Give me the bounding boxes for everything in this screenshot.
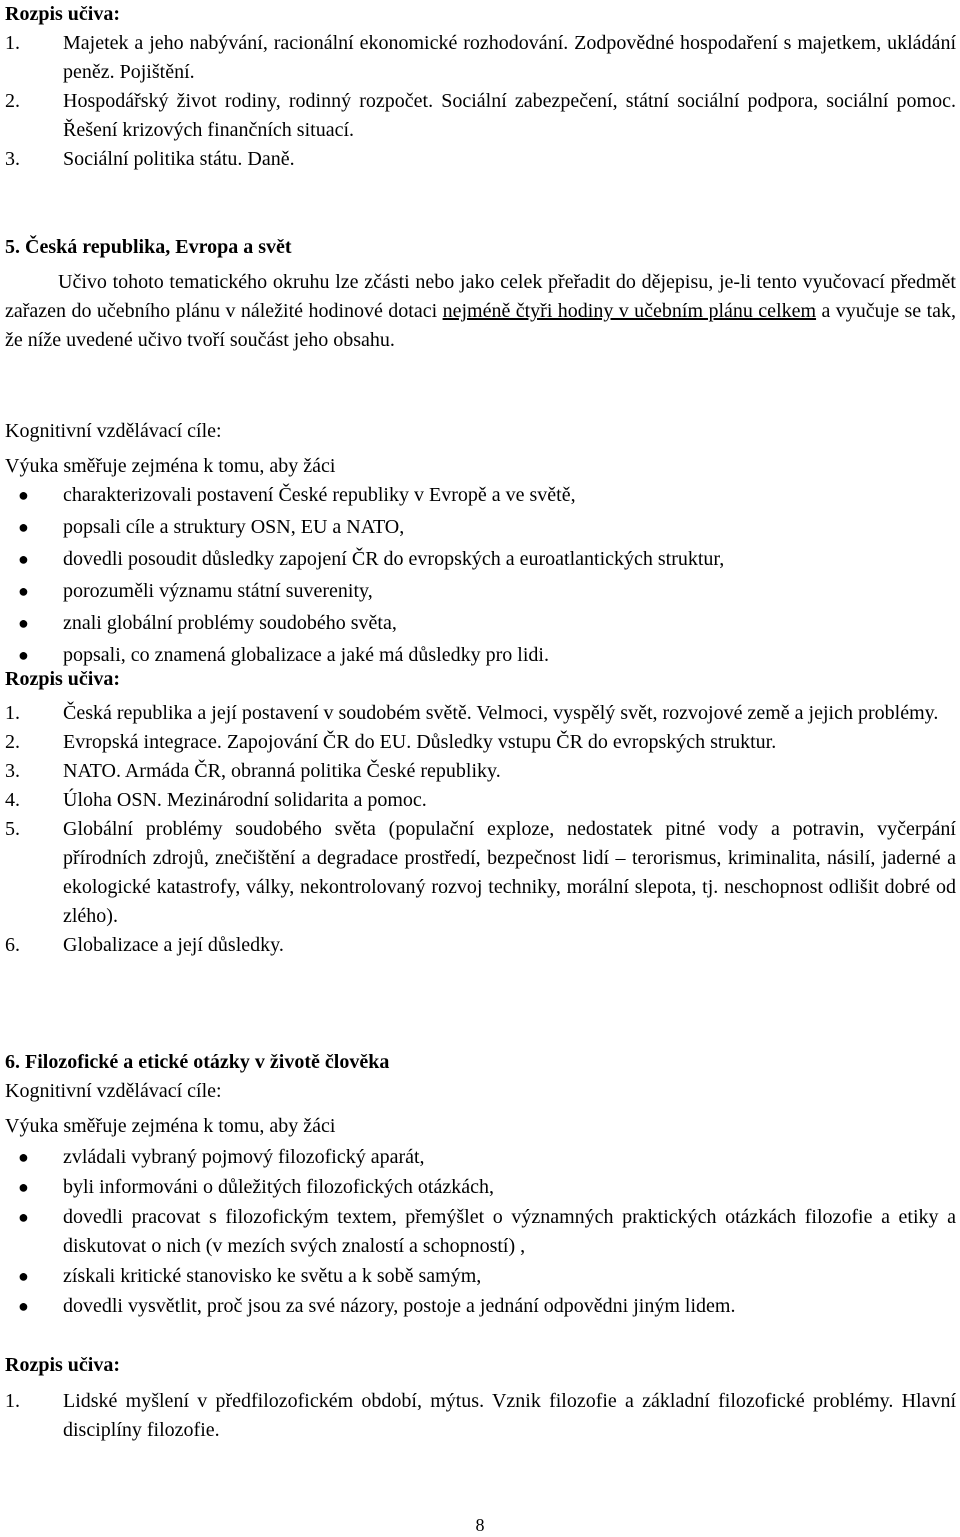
section5-content-list — [5, 699, 956, 960]
list-item — [5, 699, 956, 728]
section5-intro-text-end: a vyučuje se tak, že níže uvedené učivo tvoří součást jeho obsahu. — [5, 300, 956, 351]
bullet-item-text: popsali cíle a struktury OSN, EU a NATO, — [63, 516, 405, 538]
list-item-number: 1. — [5, 32, 20, 54]
list-item-text: Česká republika a její postavení v soudobém světě. Velmoci, vyspělý svět, rozvojové země a jejich problémy. — [63, 702, 939, 724]
list-item — [5, 29, 956, 87]
bullet-item-text: popsali, co znamená globalizace a jaké má důsledky pro lidi. — [63, 644, 549, 666]
list-item — [5, 786, 956, 815]
section6-content-list — [5, 1387, 956, 1445]
list-item-number: 1. — [5, 1390, 20, 1412]
section6-title: 6. Filozofické a etické otázky v životě člověka — [5, 1051, 390, 1073]
section5-goals-list — [5, 481, 956, 673]
section5-intro — [5, 268, 956, 355]
list-item-text: Lidské myšlení v předfilozofickém období, mýtus. Vznik filozofie a základní filozofické problémy. Hlavní disciplíny filozofie. — [63, 1390, 956, 1441]
bullet-icon: ● — [18, 613, 29, 633]
list-item — [5, 931, 956, 960]
bullet-item — [5, 1262, 956, 1291]
list-item-text: Evropská integrace. Zapojování ČR do EU. Důsledky vstupu ČR do evropských struktur. — [63, 731, 777, 753]
list-item-number: 3. — [5, 148, 20, 170]
bullet-item-text: získali kritické stanovisko ke světu a k sobě samým, — [63, 1265, 482, 1287]
bullet-item-text: dovedli posoudit důsledky zapojení ČR do evropských a euroatlantických struktur, — [63, 548, 725, 570]
bullet-item — [5, 1143, 956, 1172]
bullet-icon: ● — [18, 1296, 29, 1316]
list-item-number: 2. — [5, 731, 20, 753]
section-top-list — [5, 29, 956, 174]
list-item-number: 3. — [5, 760, 20, 782]
section5-goals-heading: Kognitivní vzdělávací cíle: — [5, 420, 222, 442]
section5-intro-text: Učivo tohoto tematického okruhu lze zčásti nebo jako celek přeřadit do dějepisu, je-li tento vyučovací předmět zařazen do učebního plánu v náležité hodinové dotaci — [5, 271, 956, 322]
list-item-number: 2. — [5, 90, 20, 112]
section5-title: 5. Česká republika, Evropa a svět — [5, 236, 292, 258]
bullet-icon: ● — [18, 581, 29, 601]
bullet-icon: ● — [18, 1207, 29, 1227]
bullet-item-text: dovedli vysvětlit, proč jsou za své názory, postoje a jednání odpovědni jiným lidem. — [63, 1295, 736, 1317]
section-top-heading: Rozpis učiva: — [5, 3, 120, 25]
bullet-item — [5, 545, 956, 577]
section6-goals-heading: Kognitivní vzdělávací cíle: — [5, 1080, 222, 1102]
page-number: 8 — [475, 1515, 485, 1535]
bullet-item — [5, 609, 956, 641]
section6-content-heading: Rozpis učiva: — [5, 1354, 120, 1376]
list-item-text: Úloha OSN. Mezinárodní solidarita a pomoc. — [63, 789, 427, 811]
list-item-text: Hospodářský život rodiny, rodinný rozpočet. Sociální zabezpečení, státní sociální podpora, sociální pomoc. Řešení krizových finančních situací. — [63, 90, 956, 141]
bullet-icon: ● — [18, 1266, 29, 1286]
bullet-item — [5, 1173, 956, 1202]
list-item — [5, 728, 956, 757]
section6-goals-lead: Výuka směřuje zejména k tomu, aby žáci — [5, 1115, 336, 1137]
section6-goals-list — [5, 1143, 956, 1321]
bullet-icon: ● — [18, 645, 29, 665]
list-item — [5, 757, 956, 786]
bullet-icon: ● — [18, 549, 29, 569]
bullet-item — [5, 513, 956, 545]
list-item-text: NATO. Armáda ČR, obranná politika České republiky. — [63, 760, 501, 782]
bullet-icon: ● — [18, 517, 29, 537]
list-item-text: Sociální politika státu. Daně. — [63, 148, 295, 170]
list-item-number: 5. — [5, 818, 20, 840]
list-item-number: 4. — [5, 789, 20, 811]
list-item — [5, 1387, 956, 1445]
bullet-icon: ● — [18, 1177, 29, 1197]
bullet-item — [5, 1292, 956, 1321]
bullet-item-text: dovedli pracovat s filozofickým textem, přemýšlet o významných praktických otázkách filozofie a etiky a diskutovat o nich (v mezích svých znalostí a schopností) , — [63, 1206, 956, 1257]
bullet-item-text: charakterizovali postavení České republiky v Evropě a ve světě, — [63, 484, 576, 506]
bullet-item-text: byli informováni o důležitých filozofických otázkách, — [63, 1176, 494, 1198]
bullet-icon: ● — [18, 485, 29, 505]
list-item-text: Globální problémy soudobého světa (populační exploze, nedostatek pitné vody a potravin, vyčerpání přírodních zdrojů, znečištění a degradace prostředí, bezpečnost lidí – terorismus, kriminalita, násilí, jaderné a ekologické katastrofy, války, nekontrolovaný rozvoj techniky, morální slepota, tj. neschopnost odlišit dobré od zlého). — [63, 818, 956, 927]
section5-content-heading: Rozpis učiva: — [5, 668, 120, 690]
bullet-icon: ● — [18, 1147, 29, 1167]
bullet-item-text: porozuměli významu státní suverenity, — [63, 580, 373, 602]
bullet-item-text: znali globální problémy soudobého světa, — [63, 612, 397, 634]
list-item-number: 6. — [5, 934, 20, 956]
list-item-text: Globalizace a její důsledky. — [63, 934, 284, 956]
list-item — [5, 815, 956, 931]
list-item-text: Majetek a jeho nabývání, racionální ekonomické rozhodování. Zodpovědné hospodaření s majetkem, ukládání peněz. Pojištění. — [63, 32, 956, 83]
list-item — [5, 87, 956, 145]
bullet-item — [5, 481, 956, 513]
list-item — [5, 145, 956, 174]
bullet-item — [5, 641, 956, 673]
bullet-item — [5, 577, 956, 609]
bullet-item-text: zvládali vybraný pojmový filozofický aparát, — [63, 1146, 425, 1168]
list-item-number: 1. — [5, 702, 20, 724]
section5-intro-underlined: nejméně čtyři hodiny v učebním plánu celkem — [442, 300, 817, 322]
bullet-item — [5, 1203, 956, 1261]
section5-goals-lead: Výuka směřuje zejména k tomu, aby žáci — [5, 455, 336, 477]
